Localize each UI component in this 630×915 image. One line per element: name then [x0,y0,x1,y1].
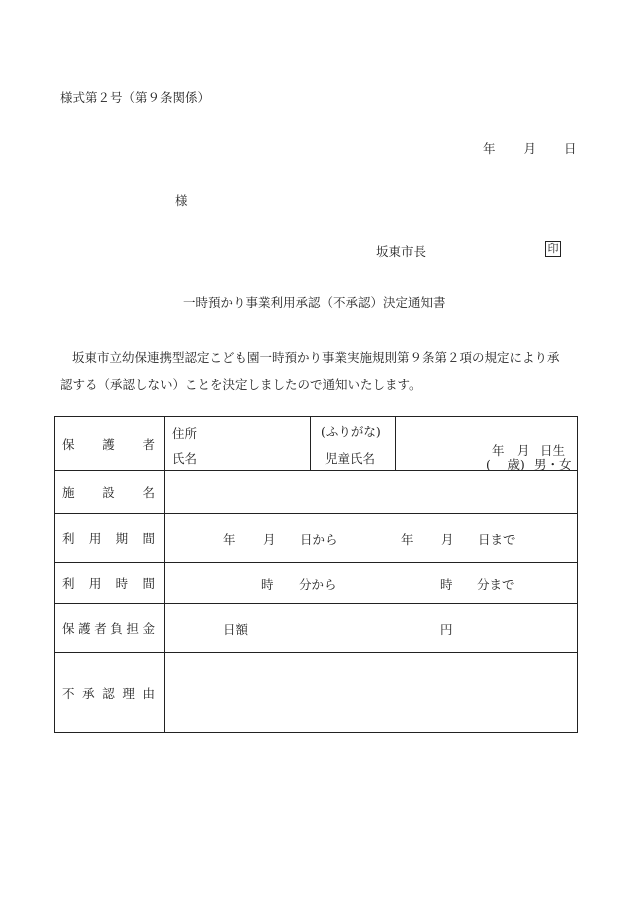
daily-fee-label: 日額 [223,622,249,637]
label-char: 負 [110,621,123,636]
fee-row [55,604,578,653]
addressee-honorific: 様 [175,193,188,208]
birth-day-label: 日生 [540,443,566,458]
label-char: 由 [142,685,155,701]
time-row [55,563,578,604]
label-char: 保 [62,436,75,452]
end-year-label: 年 [401,532,414,547]
label-char: 利 [62,531,75,546]
label-char: 不 [62,685,75,701]
notice-line-1: 坂東市立幼保連携型認定こども園一時預かり事業実施規則第９条第２項の規定により承 [72,350,560,365]
label-char: 用 [88,576,102,591]
label-char: 施 [62,485,75,500]
birth-year-label: 年 [492,443,505,458]
guardian-row [55,417,578,471]
label-chars [55,574,164,592]
label-chars [55,483,164,501]
child-name-label: 児童氏名 [325,451,376,466]
reason-value-cell[interactable] [165,653,578,733]
seal-mark: 印 [545,241,561,257]
furigana-label: (ふりがな) [321,424,381,439]
date-year-label: 年 [483,141,496,156]
start-day-label: 日から [300,532,338,547]
label-chars [55,435,164,453]
start-hour-label: 時 [261,577,274,592]
facility-row [55,471,578,514]
address-label: 住所 [172,426,198,441]
start-year-label: 年 [223,532,236,547]
label-char: 承 [82,685,95,701]
notice-form-table [54,416,578,733]
time-label [55,563,165,604]
yen-label: 円 [440,622,453,637]
label-char: 用 [88,531,102,546]
period-label [55,514,165,563]
notice-body [60,344,580,398]
child-birth-cell[interactable] [396,417,578,471]
birth-month-label: 月 [517,443,530,458]
form-number: 様式第２号（第９条関係） [60,90,211,105]
reason-row [55,653,578,733]
label-char: 護 [78,621,91,636]
end-day-label: 日まで [478,532,516,547]
label-char: 護 [102,436,115,452]
label-chars [55,684,164,702]
age-label: ( 歳) [486,457,525,472]
start-minute-label: 分から [299,577,337,592]
end-minute-label: 分まで [477,577,515,592]
label-chars [55,529,164,547]
facility-label [55,471,165,514]
fee-label [55,604,165,653]
label-char: 担 [126,621,139,636]
label-char: 時 [115,576,129,591]
guardian-address-name-cell[interactable] [165,417,311,471]
label-char: 設 [102,485,115,500]
label-char: 間 [142,531,155,546]
name-label: 氏名 [172,451,198,466]
issuer-name: 坂東市長 [376,244,427,259]
time-value-cell[interactable] [165,563,578,604]
label-char: 認 [102,685,115,701]
end-hour-label: 時 [440,577,453,592]
start-month-label: 月 [263,532,276,547]
date-day-label: 日 [564,141,577,156]
reason-label [55,653,165,733]
label-char: 者 [94,621,107,636]
period-value-cell[interactable] [165,514,578,563]
label-char: 期 [115,531,129,546]
label-char: 保 [62,621,75,636]
end-month-label: 月 [441,532,454,547]
guardian-label [55,417,165,471]
label-chars [55,619,164,637]
issue-date [483,139,577,157]
notice-line-2: 認する（承認しない）ことを決定しましたので通知いたします。 [60,377,422,392]
period-row [55,514,578,563]
label-char: 利 [62,576,75,591]
label-char: 理 [122,685,135,701]
document-title: 一時預かり事業利用承認（不承認）決定通知書 [183,295,446,310]
fee-value-cell[interactable] [165,604,578,653]
facility-value-cell[interactable] [165,471,578,514]
label-char: 者 [142,436,155,452]
label-char: 名 [142,485,155,500]
child-name-label-cell [311,417,396,471]
label-char: 金 [142,621,155,636]
label-char: 間 [142,576,155,591]
date-month-label: 月 [523,141,537,156]
sex-options: 男・女 [534,457,572,472]
